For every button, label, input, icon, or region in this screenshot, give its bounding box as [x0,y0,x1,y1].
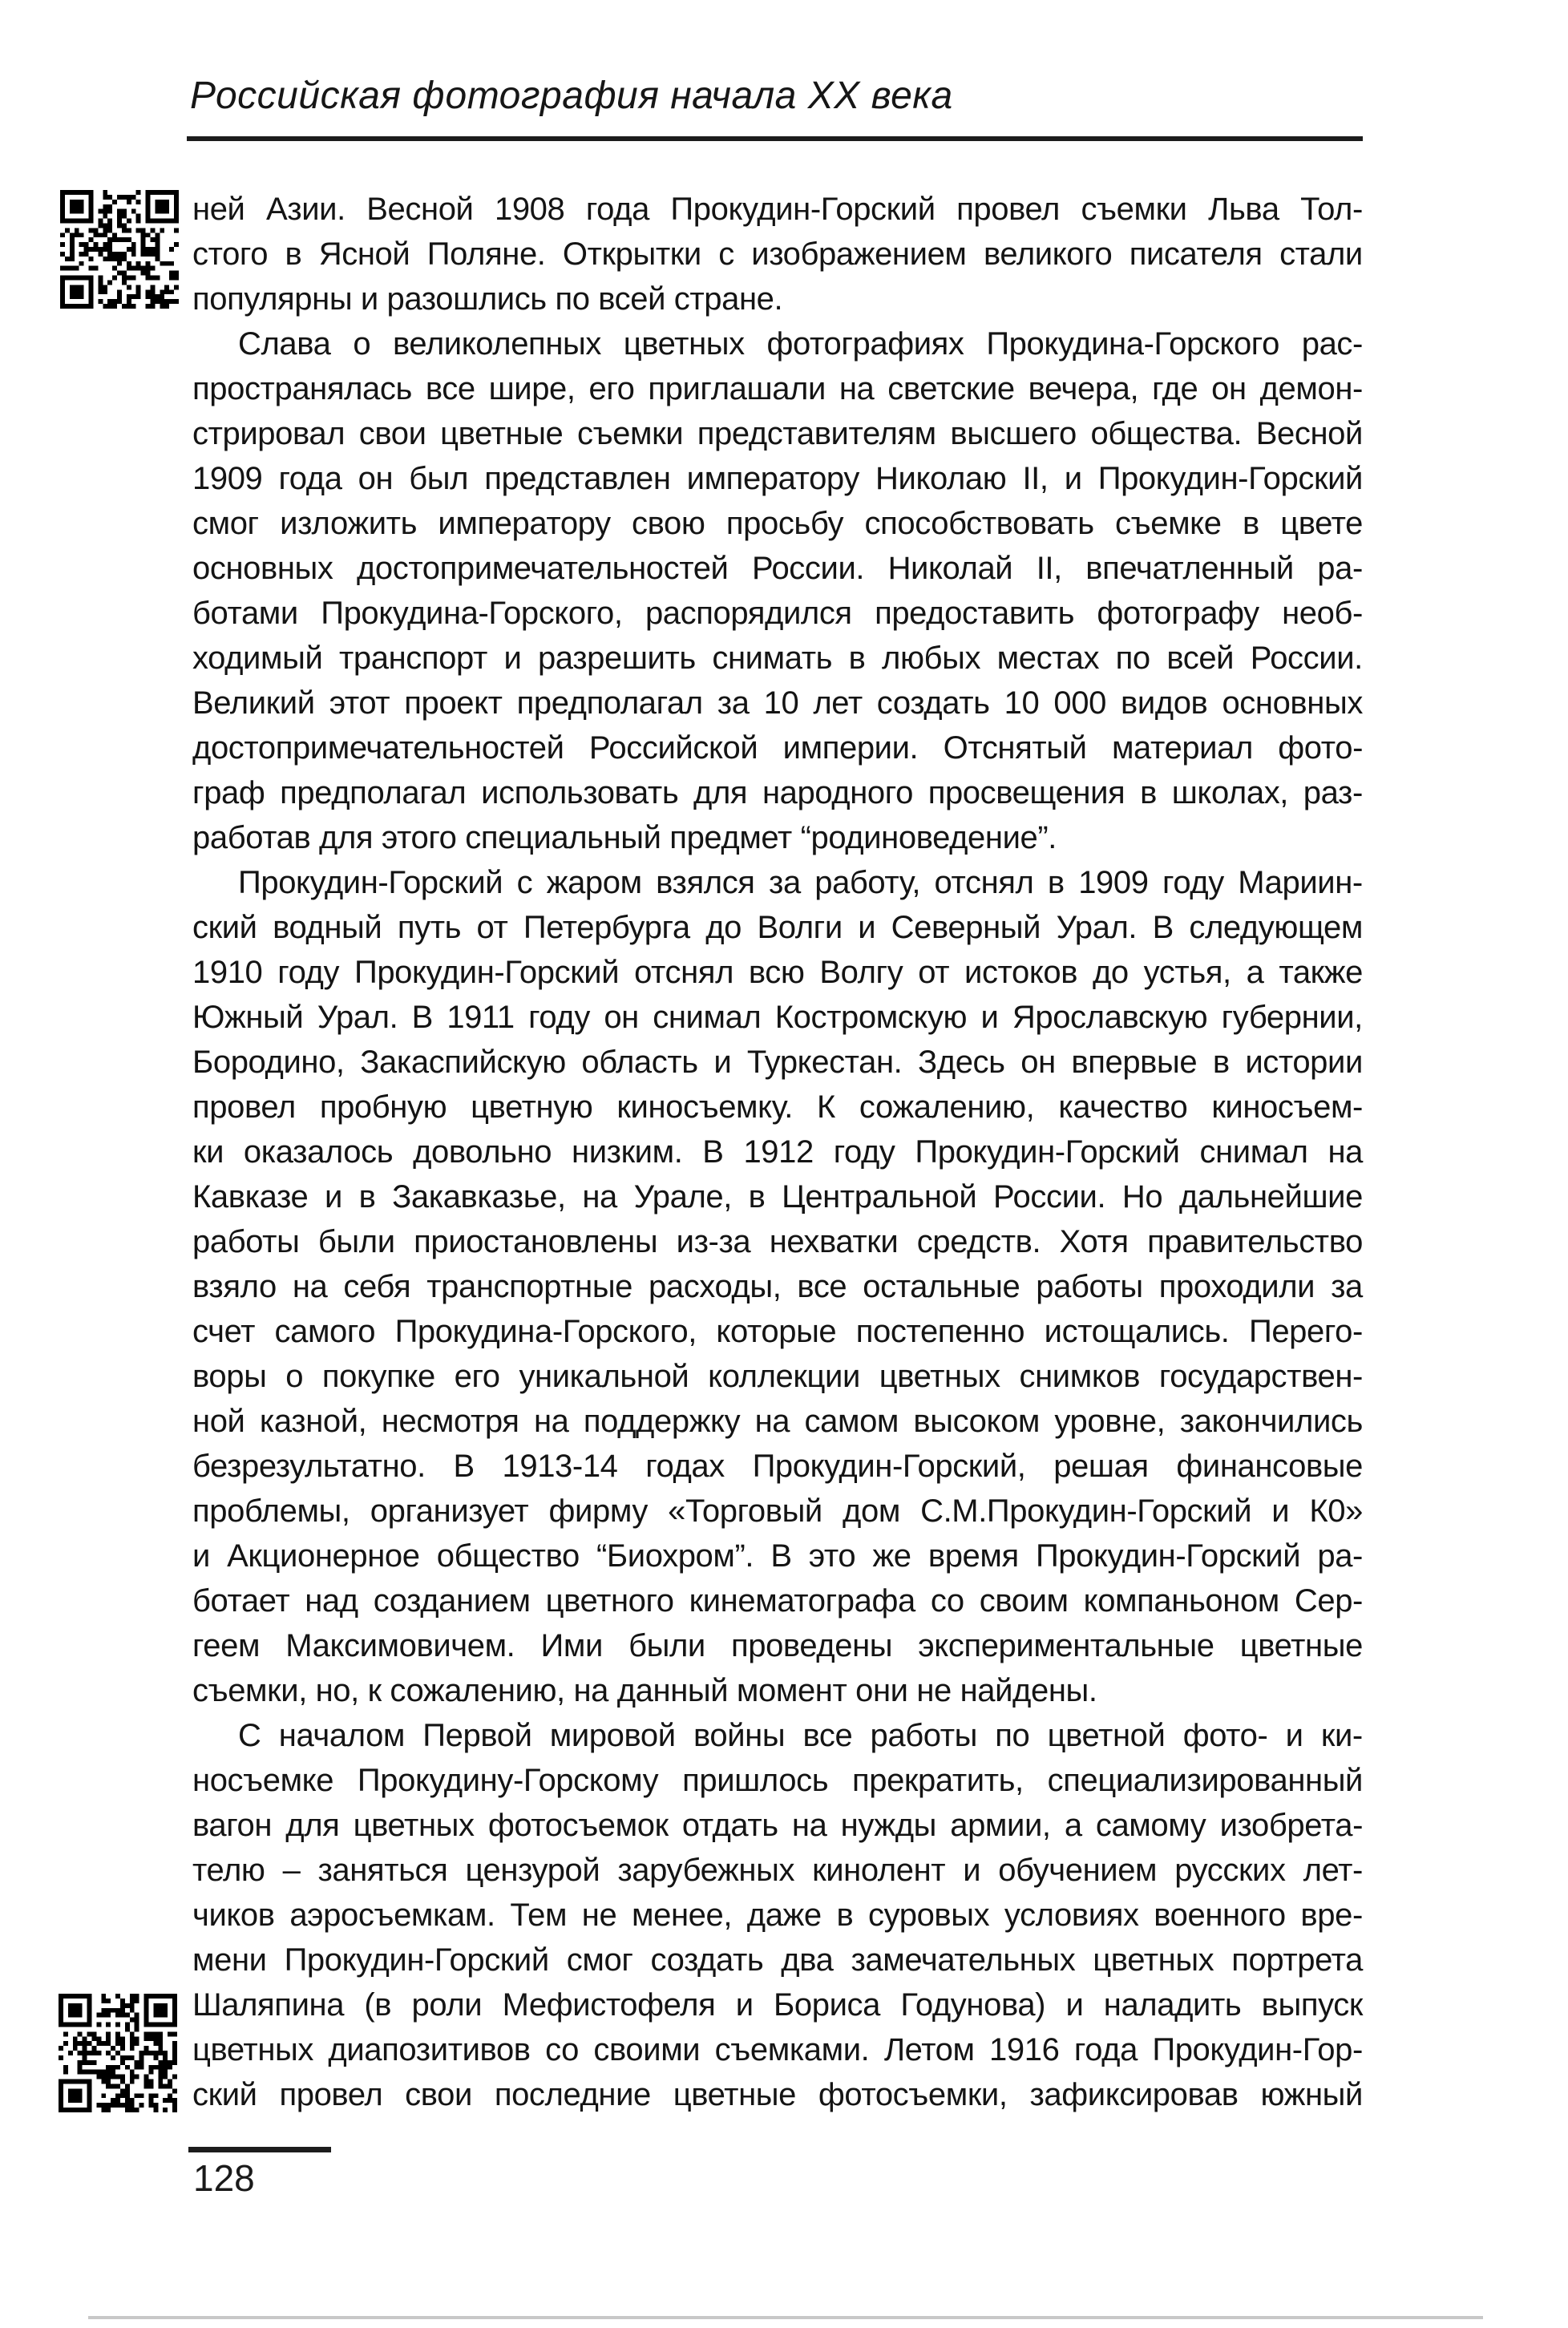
text-line: воры о покупке его уникальной коллекции цветных снимков государствен- [192,1359,1363,1394]
qr-code-icon [59,1994,177,2112]
text-line: Прокудин-Горский с жаром взялся за работу, отснял в 1909 году Мариин- [238,865,1363,900]
text-line: Южный Урал. В 1911 году он снимал Костромскую и Ярославскую губернии, [192,1000,1363,1035]
text-line: безрезультатно. В 1913-14 годах Прокудин-Горский, решая финансовые [192,1449,1363,1484]
header-rule [187,136,1363,141]
text-line: Великий этот проект предполагал за 10 лет создать 10 000 видов основных [192,685,1363,721]
text-line: провел пробную цветную киносъемку. К сожалению, качество киносъем- [192,1089,1363,1125]
text-line: Слава о великолепных цветных фотографиях Прокудина-Горского рас- [238,326,1363,362]
text-line: ский провел свои последние цветные фотосъемки, зафиксировав южный [192,2077,1363,2112]
page-number: 128 [193,2157,255,2199]
text-line: ной казной, несмотря на поддержку на самом высоком уровне, закончились [192,1404,1363,1439]
text-line: 1909 года он был представлен императору Николаю II, и Прокудин-Горский [192,461,1363,496]
text-line: ки оказалось довольно низким. В 1912 году Прокудин-Горский снимал на [192,1134,1363,1170]
text-line: ней Азии. Весной 1908 года Прокудин-Горский провел съемки Льва Тол- [192,192,1363,227]
text-line: проблемы, организует фирму «Торговый дом С.М.Прокудин-Горский и К0» [192,1493,1363,1529]
text-line: носъемке Прокудину-Горскому пришлось прекратить, специализированный [192,1763,1363,1798]
qr-code-icon [60,190,179,309]
text-line: С началом Первой мировой войны все работы по цветной фото- и ки- [238,1718,1363,1753]
text-line: ходимый транспорт и разрешить снимать в любых местах по всей России. [192,641,1363,676]
text-line: Шаляпина (в роли Мефистофеля и Бориса Годунова) и наладить выпуск [192,1987,1363,2023]
text-line: ботает над созданием цветного кинематографа со своим компаньоном Сер- [192,1583,1363,1619]
footer-rule [188,2147,331,2152]
text-line: взяло на себя транспортные расходы, все остальные работы проходили за [192,1269,1363,1304]
text-line: геем Максимовичем. Ими были проведены экспериментальные цветные [192,1628,1363,1663]
text-line: основных достопримечательностей России. Николай II, впечатленный ра- [192,551,1363,586]
text-line: ский водный путь от Петербурга до Волги и Северный Урал. В следующем [192,910,1363,945]
text-line: стрировал свои цветные съемки представителям высшего общества. Весной [192,416,1363,451]
text-line: телю – заняться цензурой зарубежных кинолент и обучением русских лет- [192,1853,1363,1888]
text-line: счет самого Прокудина-Горского, которые постепенно истощались. Перего- [192,1314,1363,1349]
scan-edge-artifact [88,2316,1483,2319]
text-line: достопримечательностей Российской империи. Отснятый материал фото- [192,730,1363,766]
text-line: вагон для цветных фотосъемок отдать на нужды армии, а самому изобрета- [192,1808,1363,1843]
text-line: 1910 году Прокудин-Горский отснял всю Волгу от истоков до устья, а также [192,955,1363,990]
body-text [192,187,1363,2117]
text-line: пространялась все шире, его приглашали на светские вечера, где он демон- [192,371,1363,406]
text-line: Кавказе и в Закавказье, на Урале, в Центральной России. Но дальнейшие [192,1179,1363,1215]
text-line: и Акционерное общество “Биохром”. В это же время Прокудин-Горский ра- [192,1538,1363,1574]
text-line: стого в Ясной Поляне. Открытки с изображением великого писателя стали [192,236,1363,272]
text-line: популярны и разошлись по всей стране. [192,281,783,317]
text-line: цветных диапозитивов со своими съемками. Летом 1916 года Прокудин-Гор- [192,2032,1363,2067]
text-line: чиков аэросъемкам. Тем не менее, даже в суровых условиях военного вре- [192,1898,1363,1933]
text-line: работав для этого специальный предмет “родиноведение”. [192,820,1057,855]
text-line: съемки, но, к сожалению, на данный момент они не найдены. [192,1673,1097,1708]
text-line: мени Прокудин-Горский смог создать два замечательных цветных портрета [192,1942,1363,1978]
text-line: смог изложить императору свою просьбу способствовать съемке в цвете [192,506,1363,541]
running-head-title: Российская фотография начала XX века [190,75,953,117]
text-line: граф предполагал использовать для народного просвещения в школах, раз- [192,775,1363,810]
text-line: работы были приостановлены из-за нехватки средств. Хотя правительство [192,1224,1363,1259]
text-line: Бородино, Закаспийскую область и Туркестан. Здесь он впервые в истории [192,1045,1363,1080]
text-line: ботами Прокудина-Горского, распорядился предоставить фотографу необ- [192,596,1363,631]
